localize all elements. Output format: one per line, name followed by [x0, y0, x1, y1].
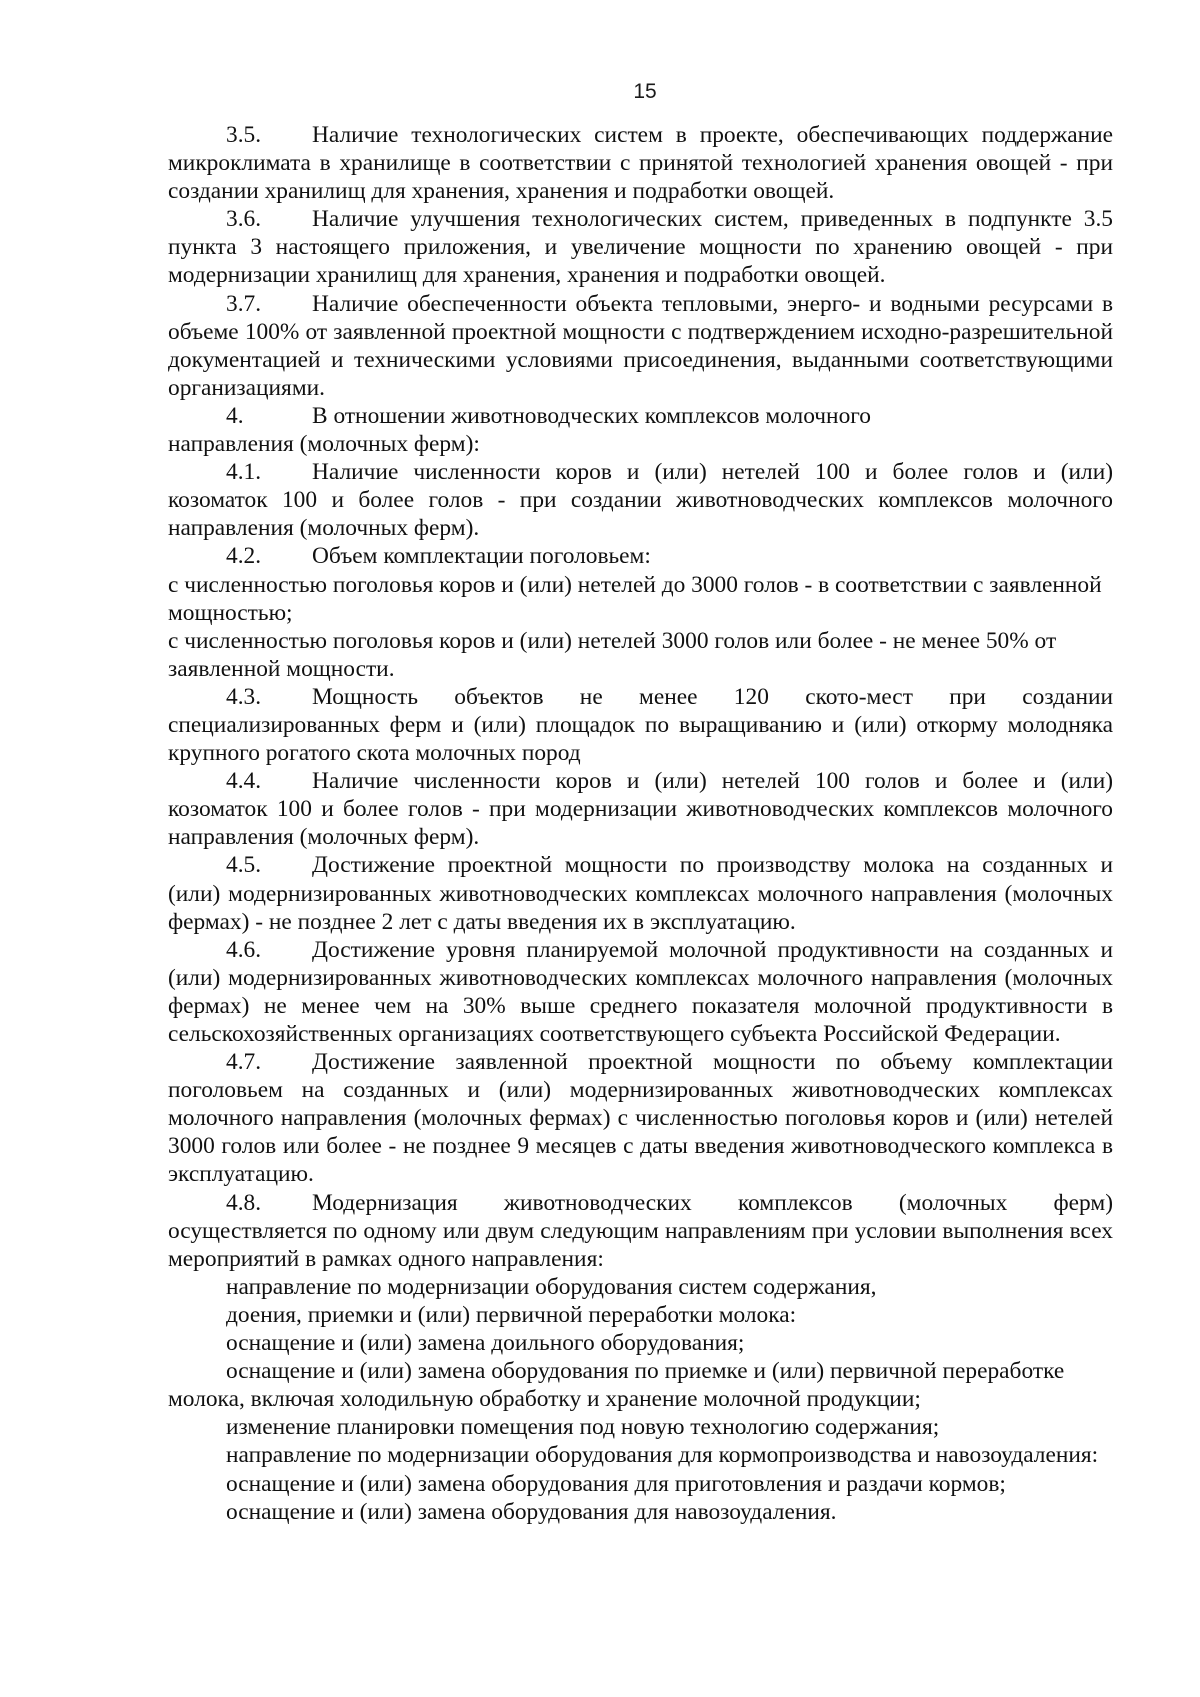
list-line: оснащение и (или) замена доильного оборудования;	[226, 1330, 745, 1357]
paragraph-3-5	[168, 121, 1113, 205]
list-line: доения, приемки и (или) первичной переработки молока:	[226, 1301, 797, 1328]
paragraph-4-8	[168, 1189, 1113, 1273]
paragraph-3-7	[168, 290, 1113, 402]
item-text: направления (молочных ферм):	[168, 431, 480, 458]
list-line: направление по модернизации оборудования для кормопроизводства и навозоудаления:	[226, 1442, 1099, 1469]
item-number: 3.7.	[226, 290, 262, 317]
item-text: Достижение уровня планируемой молочной продуктивности на созданных и (или) модернизированных животноводческих комплексах молочного направления (молочных фермах) не менее чем на 30% выше среднего показателя молочной продуктивности в сельскохозяйственных организациях соответствующего субъекта Российской Федерации.	[168, 936, 1113, 1047]
item-text: Наличие численности коров и (или) нетелей 100 и более голов и (или) козоматок 100 и более голов - при создании животноводческих комплексов молочного направления (молочных ферм).	[168, 459, 1113, 542]
item-text: Модернизация животноводческих комплексов (молочных ферм) осуществляется по одному или двум следующим направлениям при условии выполнения всех мероприятий в рамках одного направления:	[168, 1189, 1113, 1272]
paragraph-4-2-a	[168, 571, 1113, 627]
item-number: 3.5.	[226, 122, 262, 148]
item-text: Мощность объектов не менее 120 ското-мест при создании специализированных ферм и (или) площадок по выращиванию и (или) откорму молодняка крупного рогатого скота молочных пород	[168, 683, 1113, 767]
page-number: 15	[633, 80, 657, 103]
list-line: направление по модернизации оборудования систем содержания,	[226, 1273, 877, 1300]
item-text: Объем комплектации поголовьем:	[312, 543, 651, 570]
paragraph-4-heading-cont	[168, 430, 1113, 458]
item-text: Достижение проектной мощности по производству молока на созданных и (или) модернизированных животноводческих комплексах молочного направления (молочных фермах) - не позднее 2 лет с даты введения их в эксплуатацию.	[168, 852, 1113, 935]
paragraph-4-6	[168, 936, 1113, 1048]
paragraph-4-2-b	[168, 627, 1113, 683]
list-line: оснащение и (или) замена оборудования для приготовления и раздачи кормов;	[226, 1470, 1006, 1497]
item-number: 4.5.	[226, 852, 262, 879]
paragraph-4-7	[168, 1048, 1113, 1188]
item-text: Наличие обеспеченности объекта тепловыми, энерго- и водными ресурсами в объеме 100% от заявленной проектной мощности с подтверждением исходно-разрешительной документацией и техническими условиями присоединения, выданными соответствующими организациями.	[168, 290, 1113, 401]
item-text: Наличие технологических систем в проекте, обеспечивающих поддержание микроклимата в хранилище в соответствии с принятой технологией хранения овощей - при создании хранилищ для хранения, хранения и подработки овощей.	[168, 122, 1113, 205]
item-number: 4.8.	[226, 1189, 262, 1216]
item-text: Наличие улучшения технологических систем, приведенных в подпункте 3.5 пункта 3 настоящего приложения, и увеличение мощности по хранению овощей - при модернизации хранилищ для хранения, хранения и подработки овощей.	[168, 206, 1113, 289]
item-text: с численностью поголовья коров и (или) нетелей до 3000 голов - в соответствии с заявленной мощностью;	[168, 571, 1102, 626]
item-text: Достижение заявленной проектной мощности по объему комплектации поголовьем на созданных и (или) модернизированных животноводческих комплексах молочного направления (молочных фермах) с численностью поголовья коров и (или) нетелей 3000 голов или более - не позднее 9 месяцев с даты введения животноводческого комплекса в эксплуатацию.	[168, 1049, 1113, 1188]
document-body	[168, 121, 1113, 1526]
item-number: 4.3.	[226, 683, 262, 710]
paragraph-4-2	[168, 542, 1113, 570]
item-number: 3.6.	[226, 206, 262, 233]
item-number: 4.	[226, 402, 244, 429]
paragraph-4-5	[168, 851, 1113, 935]
paragraph-4-heading	[168, 402, 1113, 430]
paragraph-4-1	[168, 458, 1113, 542]
item-text: В отношении животноводческих комплексов молочного	[312, 402, 871, 429]
item-number: 4.6.	[226, 936, 262, 963]
item-number: 4.4.	[226, 768, 262, 795]
list-line: изменение планировки помещения под новую технологию содержания;	[226, 1414, 940, 1441]
list-line: оснащение и (или) замена оборудования для навозоудаления.	[226, 1498, 837, 1525]
item-text: Наличие численности коров и (или) нетелей 100 голов и более и (или) козоматок 100 и более голов - при модернизации животноводческих комплексов молочного направления (молочных ферм).	[168, 768, 1113, 851]
paragraph-3-6	[168, 205, 1113, 289]
item-number: 4.2.	[226, 543, 262, 570]
item-number: 4.1.	[226, 459, 262, 486]
paragraph-4-3	[168, 683, 1113, 767]
item-text: с численностью поголовья коров и (или) нетелей 3000 голов или более - не менее 50% от заявленной мощности.	[168, 627, 1057, 682]
list-line: оснащение и (или) замена оборудования по приемке и (или) первичной переработке молока, включая холодильную обработку и хранение молочной продукции;	[168, 1358, 1065, 1413]
item-number: 4.7.	[226, 1049, 262, 1076]
paragraph-4-4	[168, 767, 1113, 851]
